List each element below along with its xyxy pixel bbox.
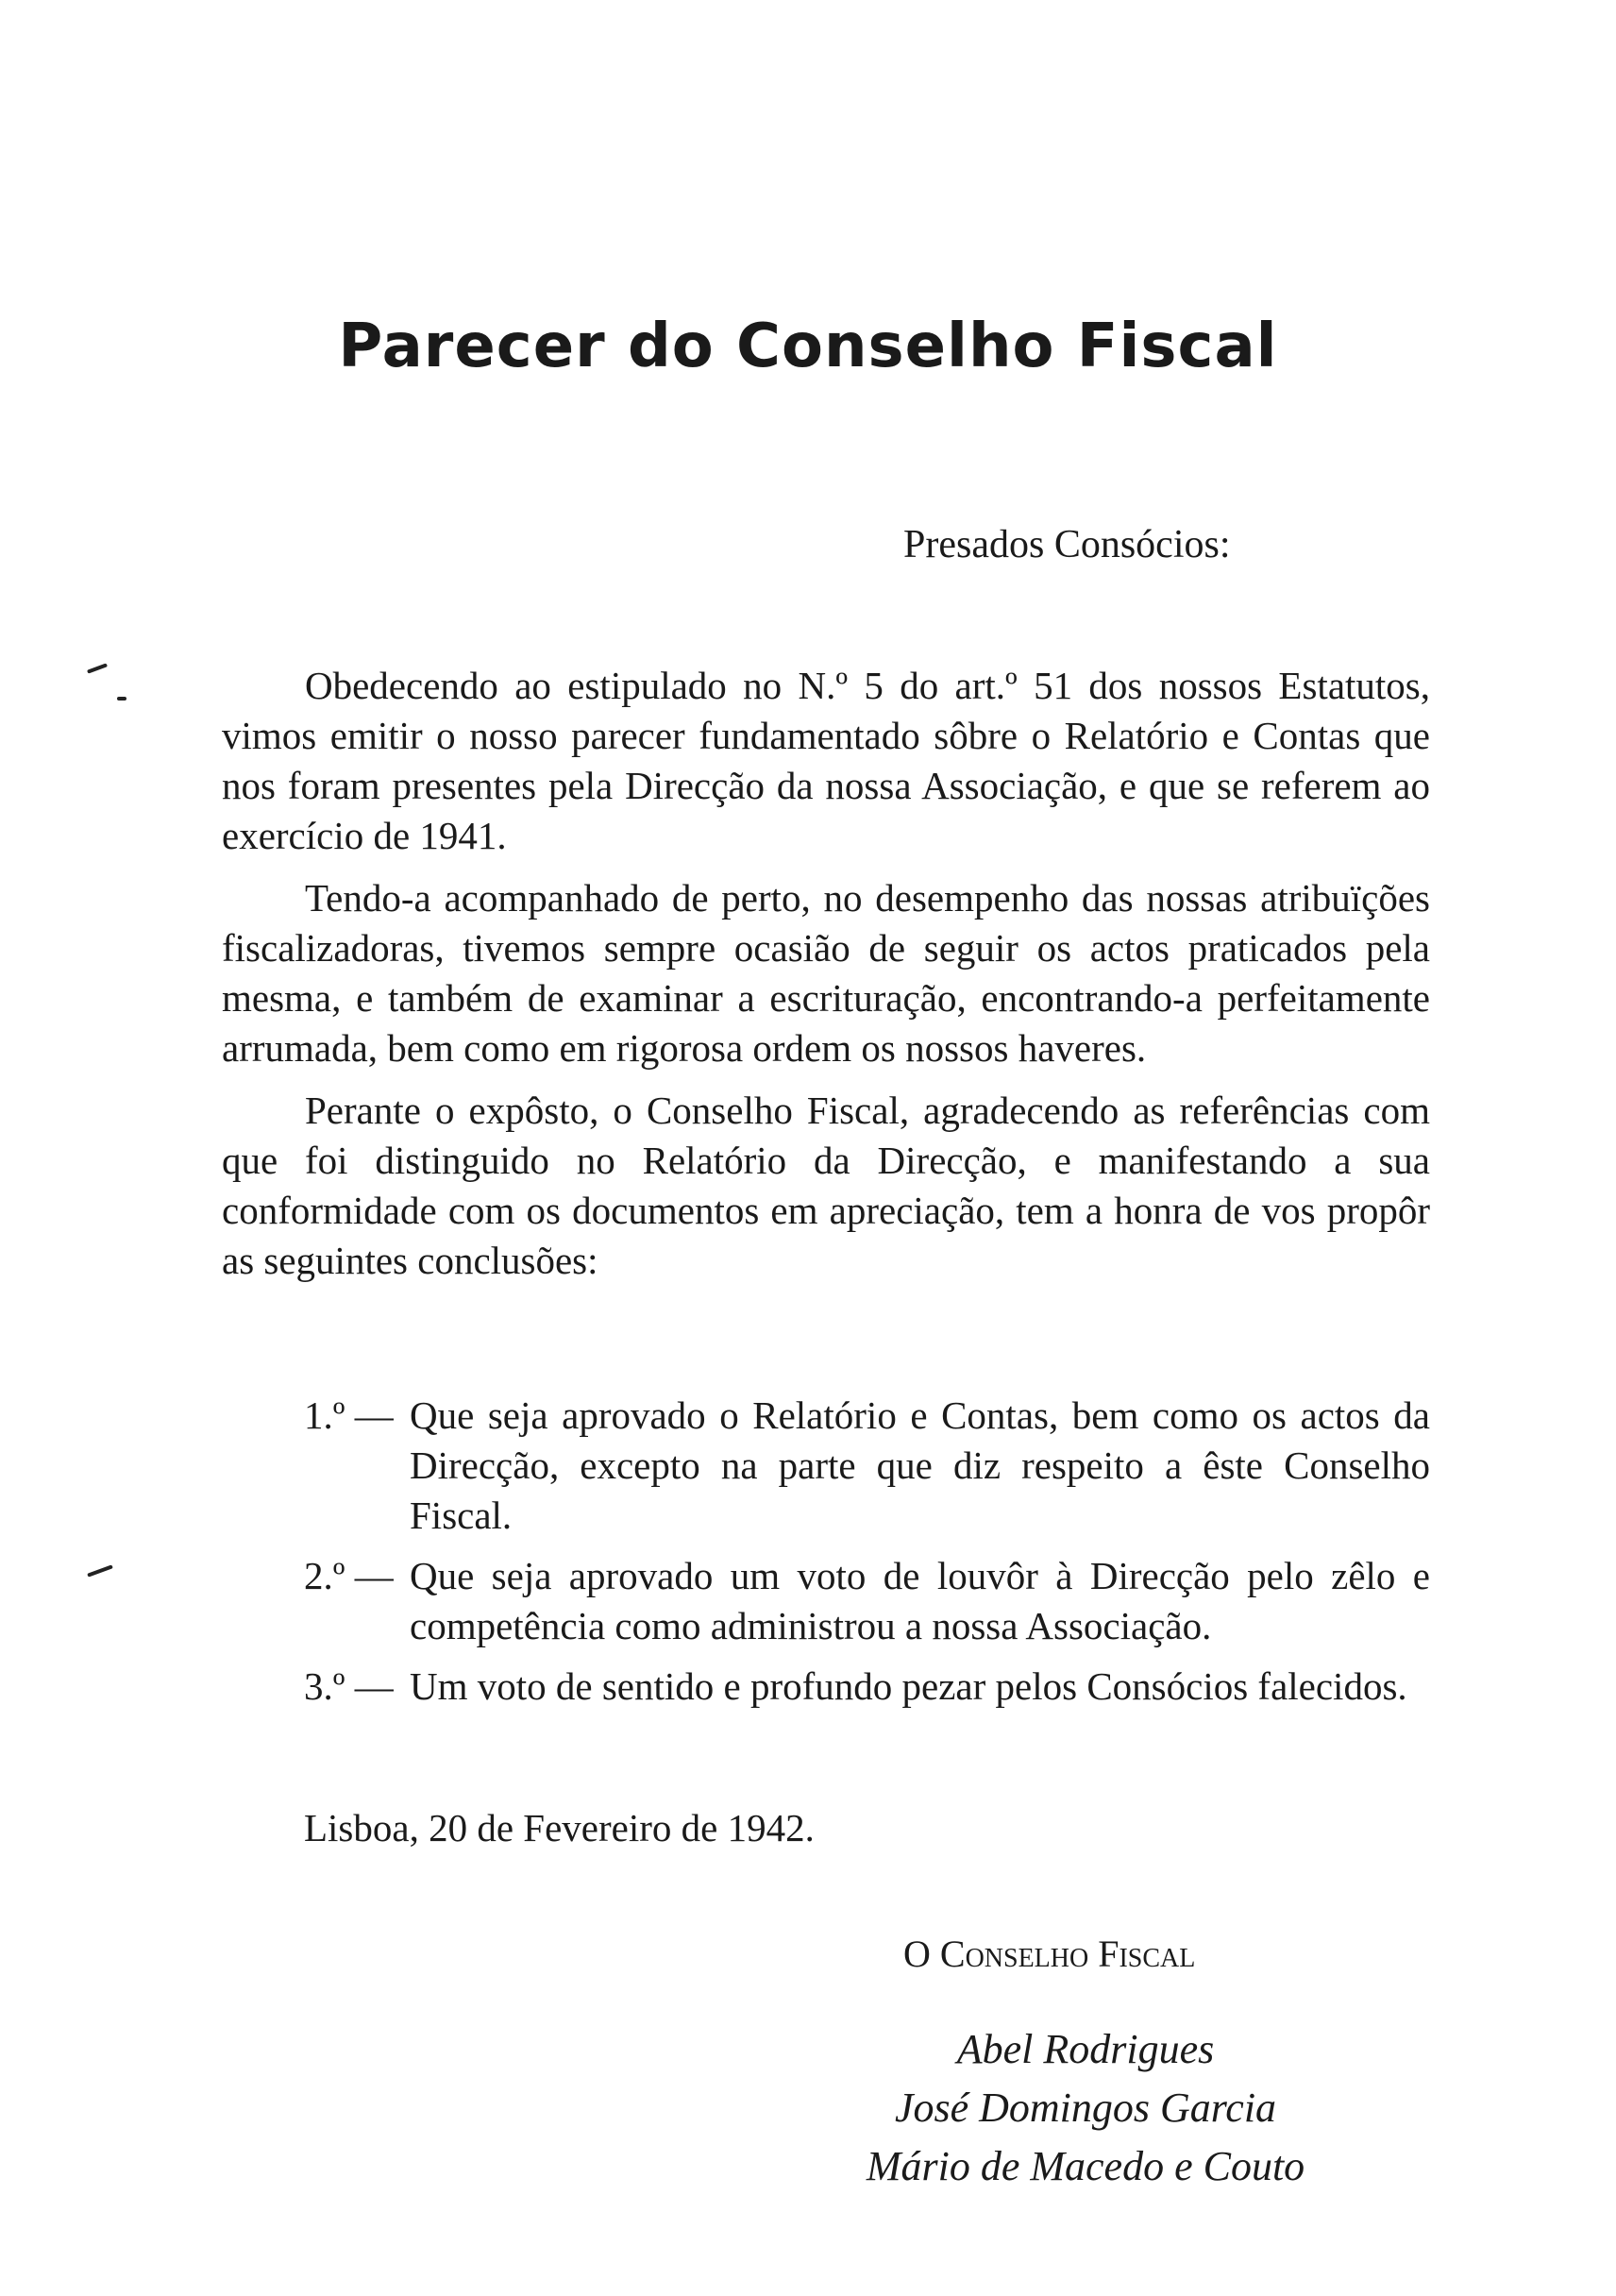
conclusion-number: 1.º —	[304, 1393, 394, 1437]
conclusions-list	[304, 1391, 1430, 1722]
signatory: José Domingos Garcia	[894, 2085, 1277, 2131]
paragraph-2: Tendo-a acompanhado de perto, no desempenho das nossas atribuïções fiscalizadoras, tivemos sempre ocasião de seguir os actos praticados pela mesma, e também de examinar a escrituração, encontrando-a perfeitamente arrumada, bem como em rigorosa ordem os nossos haveres.	[222, 876, 1430, 1070]
date-line: Lisboa, 20 de Fevereiro de 1942.	[304, 1806, 815, 1849]
conclusion-text: Um voto de sentido e profundo pezar pelos Consócios falecidos.	[410, 1664, 1407, 1708]
page-title: Parecer do Conselho Fiscal	[338, 312, 1278, 381]
paragraph-1: Obedecendo ao estipulado no N.º 5 do art.º 51 dos nossos Estatutos, vimos emitir o nosso parecer fundamentado sôbre o Relatório e Contas que nos foram presentes pela Direcção da nossa Associação, e que se referem ao exercício de 1941.	[222, 664, 1430, 857]
conclusion-item	[304, 1391, 1430, 1541]
conclusion-text: Que seja aprovado o Relatório e Contas, bem como os actos da Direcção, excepto na parte que diz respeito a êste Conselho Fiscal.	[410, 1393, 1430, 1537]
conclusion-number: 2.º —	[304, 1554, 394, 1597]
paragraph-3: Perante o expôsto, o Conselho Fiscal, agradecendo as referências com que foi distinguido no Relatório da Direcção, e manifestando a sua conformidade com os documentos em apreciação, tem a honra de vos propôr as seguintes conclusões:	[222, 1089, 1430, 1282]
scan-speck	[87, 1564, 113, 1577]
signatory: Abel Rodrigues	[956, 2026, 1215, 2072]
council-heading: O Conselho Fiscal	[903, 1933, 1196, 1975]
signatures	[812, 2020, 1359, 2196]
salutation: Presados Consócios:	[903, 523, 1231, 566]
body-text	[222, 661, 1430, 1298]
scan-speck	[87, 663, 108, 673]
conclusion-item	[304, 1662, 1430, 1712]
signatory: Mário de Macedo e Couto	[866, 2143, 1305, 2189]
conclusion-item	[304, 1551, 1430, 1651]
conclusion-text: Que seja aprovado um voto de louvôr à Direcção pelo zêlo e competência como administrou a nossa Associação.	[410, 1554, 1430, 1647]
scan-speck	[117, 697, 126, 701]
conclusion-number: 3.º —	[304, 1664, 394, 1708]
